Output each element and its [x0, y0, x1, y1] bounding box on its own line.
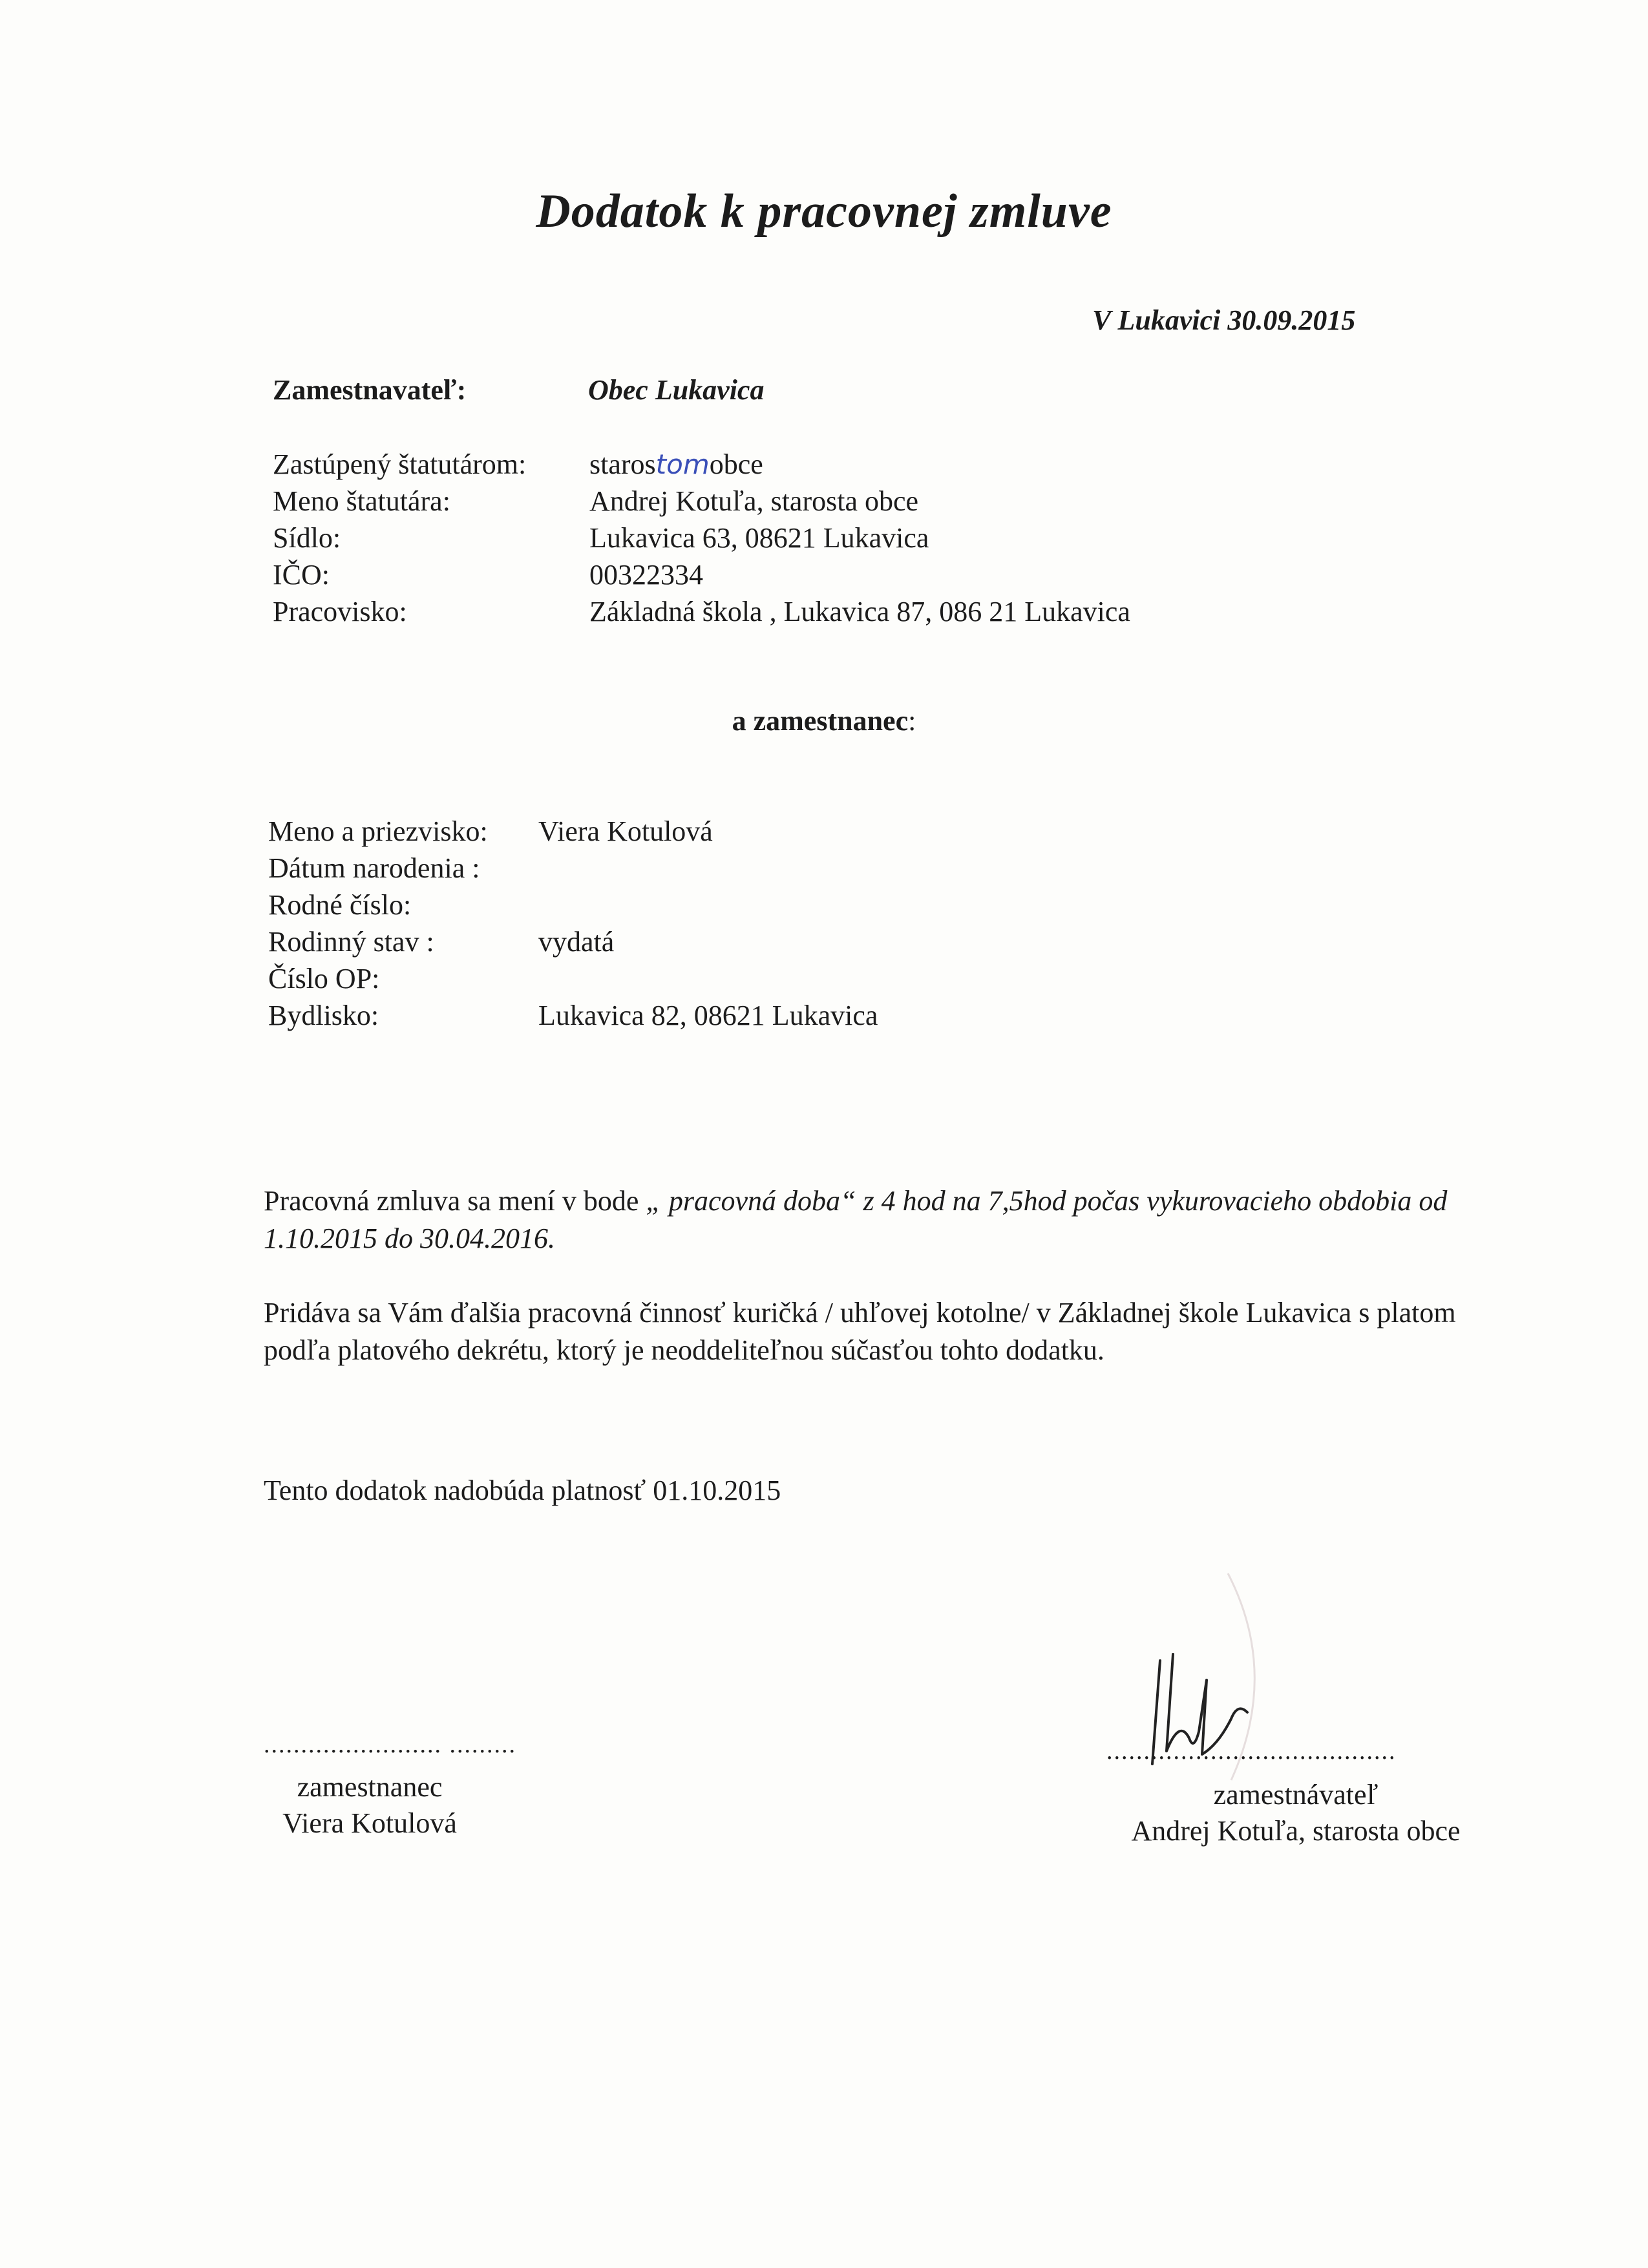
employee-signature-block [253, 1769, 486, 1842]
document-title: Dodatok k pracovnej zmluve [536, 185, 1112, 238]
field-value: starostomobce [589, 448, 763, 480]
employer-role: zamestnávateľ [1213, 1779, 1379, 1811]
handwritten-correction: tom [655, 448, 710, 480]
field-label: Meno štatutára: [273, 485, 450, 517]
and-employee-heading: a zamestnanec: [732, 705, 916, 737]
place-and-date: V Lukavici 30.09.2015 [1092, 304, 1356, 336]
employer-signatory-name: Andrej Kotuľa, starosta obce [1131, 1815, 1461, 1847]
field-label: Rodinný stav : [268, 926, 434, 958]
employee-role: zamestnanec [297, 1771, 443, 1803]
employer-label: Zamestnavateľ: [273, 374, 467, 406]
employer-signature-line: ....................................... [1106, 1738, 1397, 1765]
employer-signature-block [1095, 1777, 1496, 1849]
field-value: vydatá [538, 926, 615, 958]
employee-signature-line: ........................ ......... [264, 1731, 516, 1758]
field-label: Číslo OP: [268, 963, 380, 994]
field-label: Zastúpený štatutárom: [273, 448, 527, 480]
field-label: Bydlisko: [268, 1000, 379, 1031]
employer-name: Obec Lukavica [588, 374, 765, 406]
field-value: 00322334 [589, 559, 703, 591]
employee-name: Viera Kotulová [282, 1807, 457, 1839]
field-value: Viera Kotulová [538, 815, 713, 847]
field-value: Lukavica 82, 08621 Lukavica [538, 1000, 878, 1031]
field-label: IČO: [273, 559, 330, 591]
field-label: Pracovisko: [273, 596, 407, 627]
field-label: Meno a priezvisko: [268, 815, 488, 847]
field-value: Lukavica 63, 08621 Lukavica [589, 522, 929, 554]
field-label: Rodné číslo: [268, 889, 412, 921]
field-value: Základná škola , Lukavica 87, 086 21 Lukavica [589, 596, 1130, 627]
paragraph-working-hours: Pracovná zmluva sa mení v bode „ pracovná doba“ z 4 hod na 7,5hod počas vykurovacieho obdobia od 1.10.2015 do 30.04.2016. [264, 1185, 1448, 1254]
field-label: Dátum narodenia : [268, 852, 480, 884]
field-value: Andrej Kotuľa, starosta obce [589, 485, 919, 517]
field-label: Sídlo: [273, 522, 341, 554]
paragraph-additional-duty: Pridáva sa Vám ďalšia pracovná činnosť kuričká / uhľovej kotolne/ v Základnej škole Lukavica s platom podľa platového dekrétu, ktorý je neoddeliteľnou súčasťou tohto dodatku. [264, 1297, 1456, 1366]
paragraph-effective-date: Tento dodatok nadobúda platnosť 01.10.2015 [264, 1475, 781, 1506]
